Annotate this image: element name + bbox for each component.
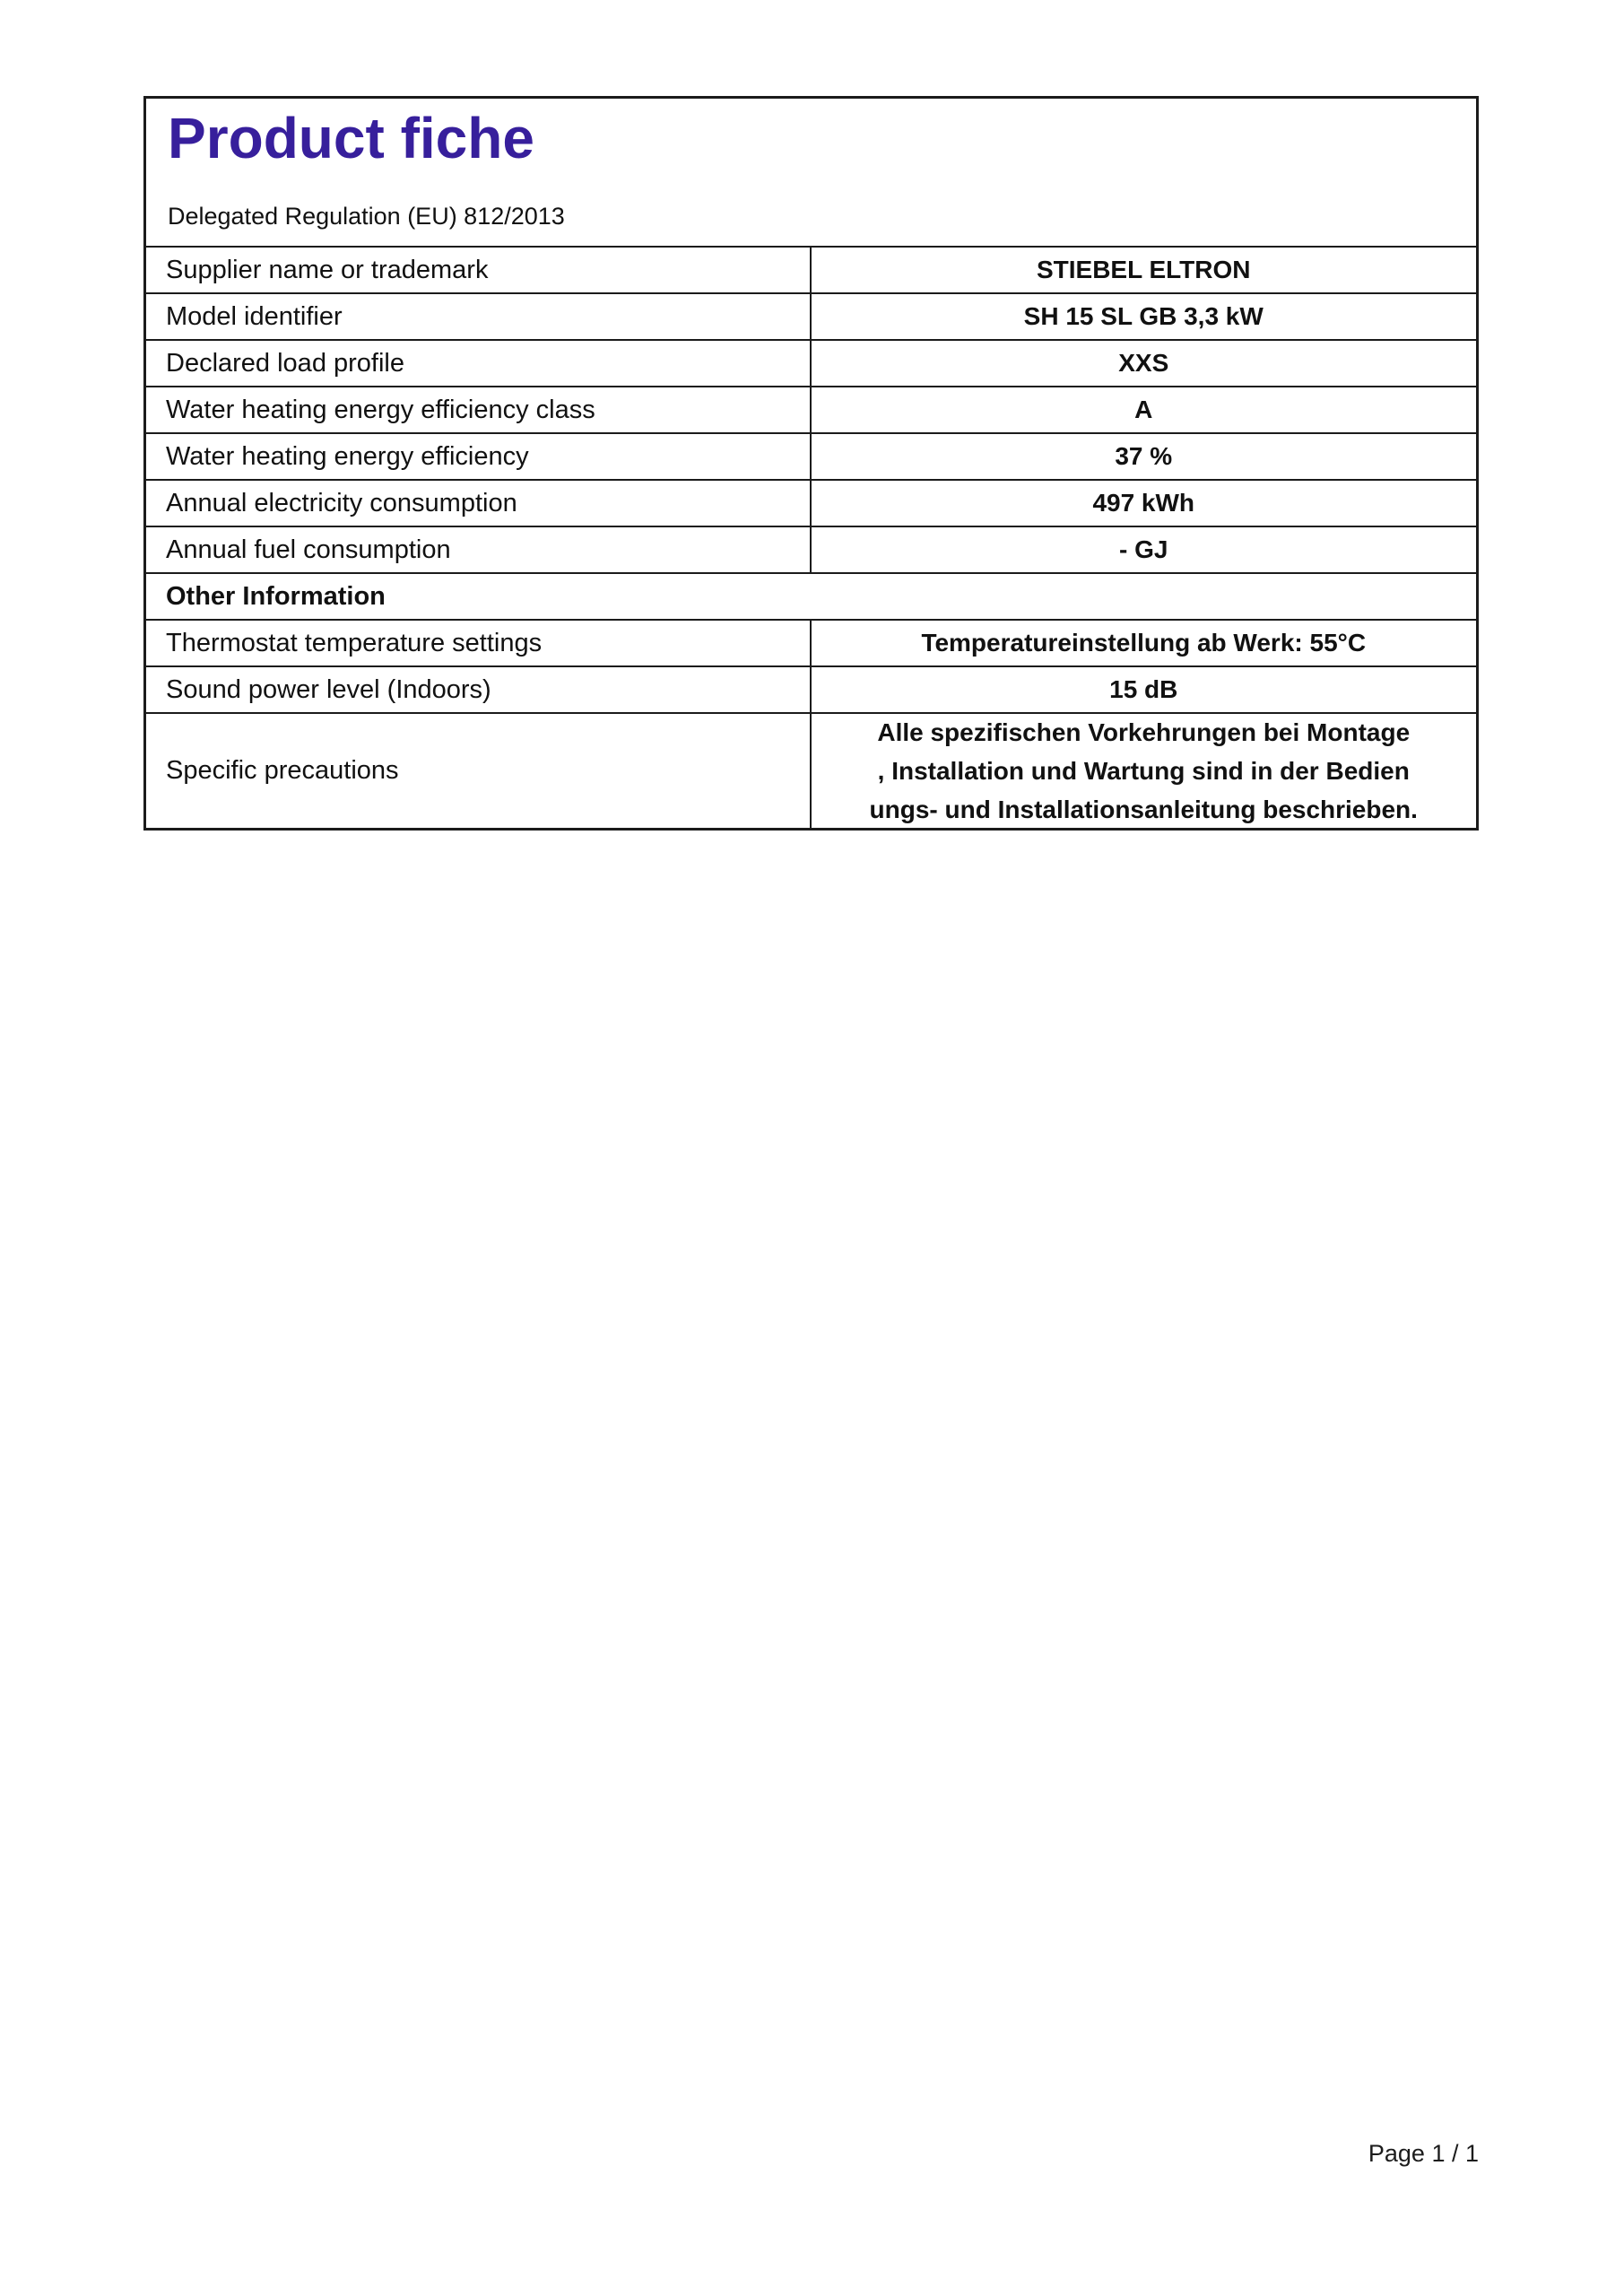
page-indicator: Page 1 / 1 xyxy=(1368,2140,1479,2167)
precaution-line: , Installation und Wartung sind in der Bedien xyxy=(877,756,1410,785)
page-title: Product fiche xyxy=(168,106,534,170)
table-row-load-profile xyxy=(146,341,1476,387)
table-row-electricity xyxy=(146,481,1476,527)
row-value: 497 kWh xyxy=(1092,489,1195,517)
product-fiche-document xyxy=(143,96,1479,831)
section-header-row xyxy=(146,574,1476,621)
row-value: 15 dB xyxy=(1109,675,1178,703)
row-label: Water heating energy efficiency class xyxy=(146,387,812,432)
document-header xyxy=(146,99,1476,248)
row-value: SH 15 SL GB 3,3 kW xyxy=(1023,302,1264,330)
row-label: Declared load profile xyxy=(146,341,812,386)
row-label: Water heating energy efficiency xyxy=(146,434,812,479)
regulation-subtitle: Delegated Regulation (EU) 812/2013 xyxy=(168,202,565,230)
row-value: Temperatureinstellung ab Werk: 55°C xyxy=(921,629,1367,657)
row-value: A xyxy=(1134,396,1153,423)
table-row-thermostat xyxy=(146,621,1476,667)
row-label: Supplier name or trademark xyxy=(146,248,812,292)
row-label: Sound power level (Indoors) xyxy=(146,667,812,712)
row-value: STIEBEL ELTRON xyxy=(1036,256,1251,283)
row-value: XXS xyxy=(1118,349,1169,377)
row-label: Thermostat temperature settings xyxy=(146,621,812,665)
table-row-sound-power xyxy=(146,667,1476,714)
row-value: 37 % xyxy=(1115,442,1173,470)
table-row-precautions xyxy=(146,714,1476,828)
row-label: Annual electricity consumption xyxy=(146,481,812,526)
row-label: Specific precautions xyxy=(146,714,812,828)
precaution-line: Alle spezifischen Vorkehrungen bei Montage xyxy=(877,718,1411,746)
section-header: Other Information xyxy=(166,581,386,611)
row-label: Model identifier xyxy=(146,294,812,339)
table-row-efficiency-class xyxy=(146,387,1476,434)
row-value: - GJ xyxy=(1119,535,1168,563)
table-row-supplier xyxy=(146,248,1476,294)
table-row-efficiency xyxy=(146,434,1476,481)
row-label: Annual fuel consumption xyxy=(146,527,812,572)
precaution-line: ungs- und Installationsanleitung beschrieben. xyxy=(869,795,1418,823)
row-value xyxy=(812,714,1477,828)
table-row-model xyxy=(146,294,1476,341)
table-row-fuel xyxy=(146,527,1476,574)
